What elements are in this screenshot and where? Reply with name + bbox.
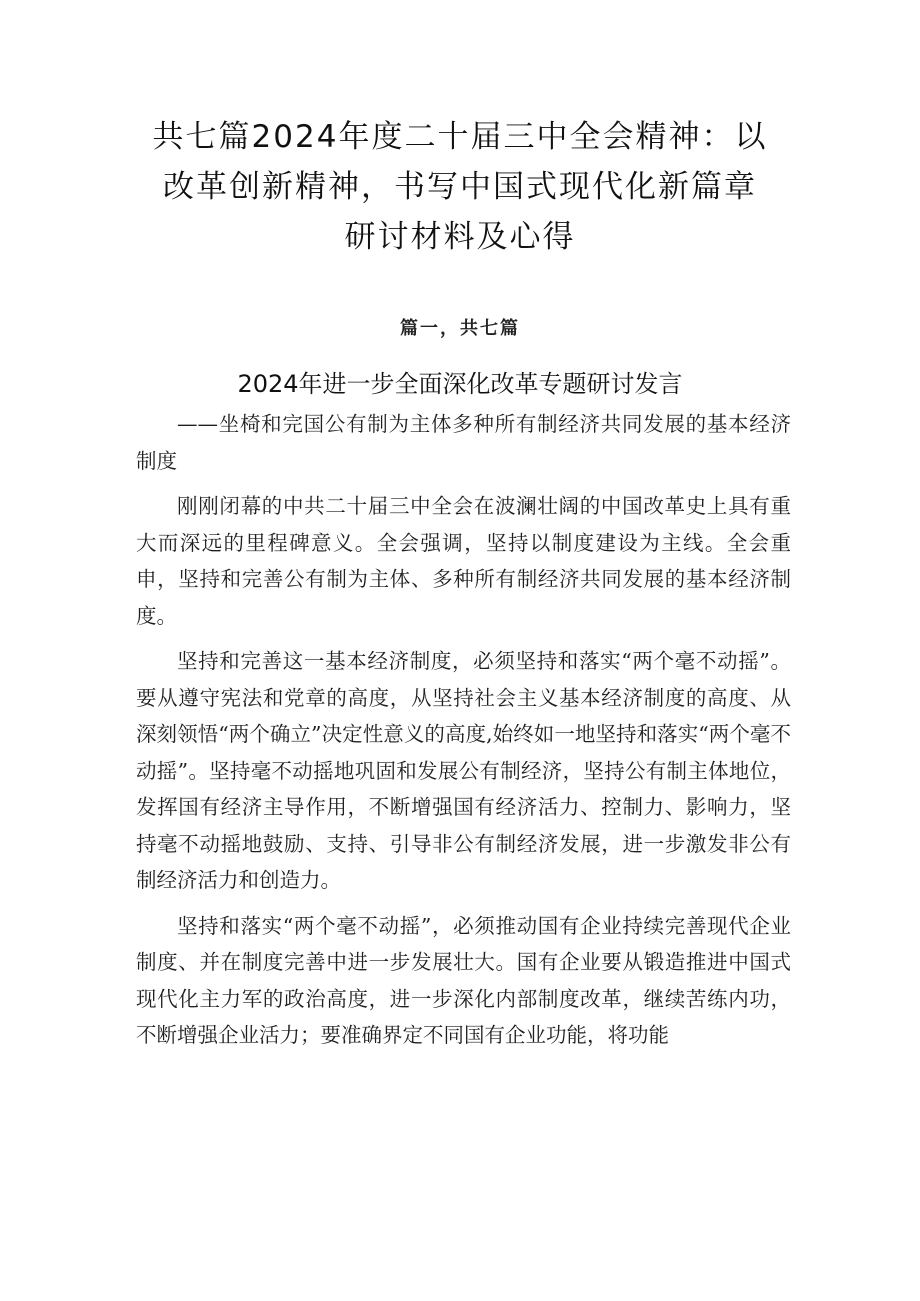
paragraph-3: 坚持和落实“两个毫不动摇”，必须推动国有企业持续完善现代企业制度、并在制度完善中进一步发展壮大。国有企业要从锻造推进中国式现代化主力军的政治高度，进一步深化内部制度改革，继续苦练内功，不断增强企业活力；要准确界定不同国有企业功能，将功能 [136,913,791,1047]
paragraph-1: 刚刚闭幕的中共二十届三中全会在波澜壮阔的中国改革史上具有重大而深远的里程碑意义。全会强调，坚持以制度建设为主线。全会重申，坚持和完善公有制为主体、多种所有制经济共同发展的基本经济制度。 [136,494,791,628]
document-title: 共七篇2024年度二十届三中全会精神：以改革创新精神，书写中国式现代化新篇章研讨材料及心得 [152,119,768,255]
speech-subtitle: ——坐椅和完国公有制为主体多种所有制经济共同发展的基本经济制度 [136,412,791,473]
document-body [136,406,791,1063]
paragraph-2: 坚持和完善这一基本经济制度，必须坚持和落实“两个毫不动摇”。要从遵守宪法和党章的高度，从坚持社会主义基本经济制度的高度、从深刻领悟“两个确立”决定性意义的高度,始终如一地坚持和落实“两个毫不动摇”。坚持毫不动摇地巩固和发展公有制经济，坚持公有制主体地位，发挥国有经济主导作用，不断增强国有经济活力、控制力、影响力，坚持毫不动摇地鼓励、支持、引导非公有制经济发展，进一步激发非公有制经济活力和创造力。 [136,649,791,892]
speech-title: 2024年进一步全面深化改革专题研讨发言 [237,370,683,398]
section-label: 篇一，共七篇 [400,318,520,339]
